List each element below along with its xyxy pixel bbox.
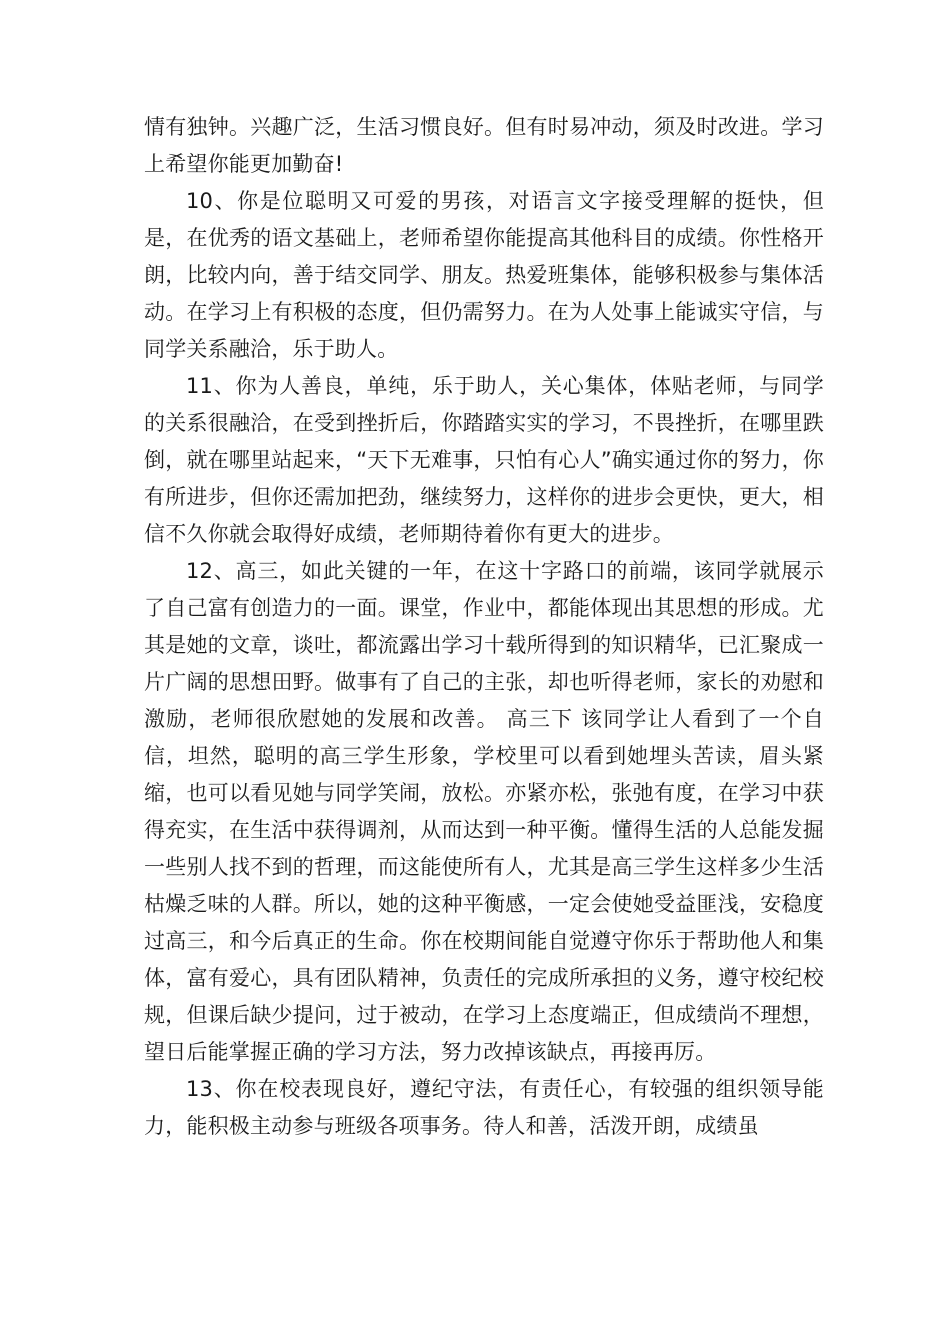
- document-body: [144, 109, 824, 1145]
- paragraph-comment-13: 13、你在校表现良好，遵纪守法，有责任心，有较强的组织领导能力，能积极主动参与班级各项事务。待人和善，活泼开朗，成绩虽: [144, 1077, 824, 1138]
- paragraph-continued: 情有独钟。兴趣广泛，生活习惯良好。但有时易冲动，须及时改进。学习上希望你能更加勤奋!: [144, 115, 824, 176]
- paragraph-comment-11: 11、你为人善良，单纯，乐于助人，关心集体，体贴老师，与同学的关系很融洽，在受到挫折后，你踏踏实实的学习，不畏挫折，在哪里跌倒，就在哪里站起来，“天下无难事，只怕有心人”确实通过你的努力，你有所进步，但你还需加把劲，继续努力，这样你的进步会更快，更大，相信不久你就会取得好成绩，老师期待着你有更大的进步。: [144, 374, 824, 546]
- paragraph-comment-10: 10、你是位聪明又可爱的男孩，对语言文字接受理解的挺快，但是，在优秀的语文基础上，老师希望你能提高其他科目的成绩。你性格开朗，比较内向，善于结交同学、朋友。热爱班集体，能够积极参与集体活动。在学习上有积极的态度，但仍需努力。在为人处事上能诚实守信，与同学关系融洽，乐于助人。: [144, 189, 824, 361]
- paragraph-comment-12: 12、高三，如此关键的一年，在这十字路口的前端，该同学就展示了自己富有创造力的一面。课堂，作业中，都能体现出其思想的形成。尤其是她的文章，谈吐，都流露出学习十载所得到的知识精华，已汇聚成一片广阔的思想田野。做事有了自己的主张，却也听得老师，家长的劝慰和激励，老师很欣慰她的发展和改善。 高三下 该同学让人看到了一个自信，坦然，聪明的高三学生形象，学校里可以看到她埋头苦读，眉头紧缩，也可以看见她与同学笑闹，放松。亦紧亦松，张弛有度，在学习中获得充实，在生活中获得调剂，从而达到一种平衡。懂得生活的人总能发掘一些别人找不到的哲理，而这能使所有人，尤其是高三学生这样多少生活枯燥乏味的人群。所以，她的这种平衡感，一定会使她受益匪浅，安稳度过高三，和今后真正的生命。你在校期间能自觉遵守你乐于帮助他人和集体，富有爱心，具有团队精神，负责任的完成所承担的义务，遵守校纪校规，但课后缺少提问，过于被动，在学习上态度端正，但成绩尚不理想，望日后能掌握正确的学习方法，努力改掉该缺点，再接再厉。: [144, 559, 824, 1064]
